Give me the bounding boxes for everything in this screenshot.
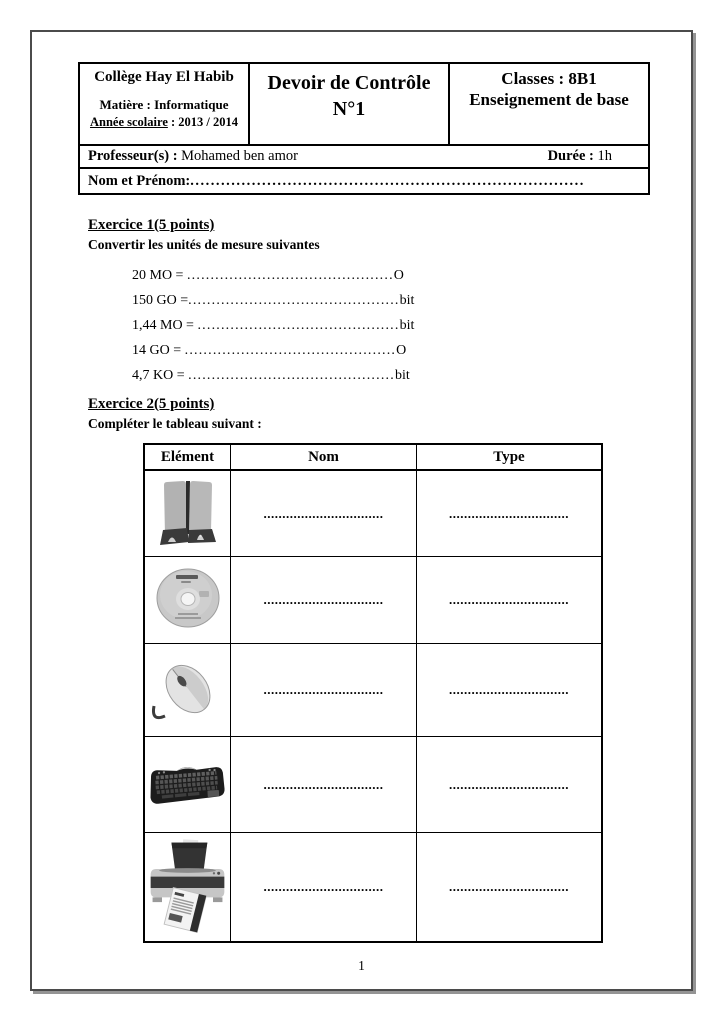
nom-answer-cell [231, 737, 417, 832]
conversion-dotted-line: ............................................. [184, 343, 397, 358]
cd-image [151, 565, 225, 635]
school-info-cell [80, 64, 250, 144]
table-row [145, 557, 601, 644]
school-year-label: Année scolaire [89, 115, 168, 129]
exercise2-instruction: Compléter le tableau suivant : [88, 416, 262, 431]
table-row [145, 833, 601, 941]
conversion-dotted-line: ............................................ [188, 368, 395, 383]
mouse-image [149, 652, 227, 728]
printer-image [145, 836, 230, 938]
professor-line [88, 148, 298, 165]
conversion-dotted-line: ........................................... [197, 318, 400, 333]
exam-sheet-page [30, 30, 693, 991]
duration-line [548, 148, 612, 165]
type-answer-cell [417, 833, 601, 941]
element-cell [145, 471, 231, 556]
professor-label: Professeur(s) : [88, 148, 178, 164]
exercise1-title: Exercice 1(5 points) [88, 217, 215, 233]
conversion-line [132, 288, 414, 313]
type-dotted-line: ................................ [449, 879, 569, 894]
column-header-type: Type [493, 448, 525, 465]
type-dotted-line: ................................ [449, 682, 569, 697]
table-row [145, 644, 601, 737]
classes-cell: Classes : 8B1 Enseignement de base [469, 69, 629, 110]
type-dotted-line: ................................ [449, 592, 569, 607]
nom-dotted-line: ................................ [263, 682, 384, 697]
conversion-given: 4,7 KO = [132, 368, 189, 383]
type-answer-cell [417, 557, 601, 643]
table-row [145, 737, 601, 833]
school-year-value: : 2013 / 2014 [167, 115, 239, 129]
element-cell [145, 833, 231, 941]
nom-answer-cell [231, 471, 417, 556]
duration-label: Durée : [547, 148, 594, 164]
type-dotted-line: ................................ [449, 776, 569, 792]
header-row-main [80, 64, 648, 144]
conversion-unit: bit [399, 293, 415, 308]
speakers-image [156, 476, 220, 552]
column-header-nom: Nom [231, 445, 417, 469]
nom-answer-cell [231, 833, 417, 941]
student-name-dotted-line: ............................................................................. [190, 172, 585, 189]
conversion-line [132, 313, 414, 338]
exam-title-cell [250, 64, 450, 144]
school-year-line [80, 115, 248, 130]
table-row [145, 471, 601, 557]
nom-answer-cell [231, 557, 417, 643]
conversion-line [132, 363, 414, 388]
header-row-name [80, 167, 648, 193]
element-cell [145, 737, 231, 832]
type-dotted-line: ................................ [449, 505, 569, 521]
nom-answer-cell [231, 644, 417, 736]
conversion-unit: bit [399, 318, 415, 333]
exercise2-title: Exercice 2(5 points) [88, 396, 215, 412]
exam-title-line2: N°1 [332, 98, 366, 120]
keyboard-image [145, 752, 230, 818]
conversion-unit: O [396, 343, 407, 358]
page-number: 1 [358, 958, 365, 973]
type-answer-cell [417, 737, 601, 832]
element-cell [145, 557, 231, 643]
conversion-dotted-line: ............................................. [188, 293, 400, 308]
devices-table [143, 443, 603, 943]
nom-dotted-line: ................................ [263, 592, 384, 607]
table-header-row [145, 445, 601, 471]
exercise1-instruction: Convertir les unités de mesure suivantes [88, 237, 320, 252]
school-name: Collège Hay El Habib [94, 69, 234, 85]
header-row-professor [80, 144, 648, 167]
nom-dotted-line: ................................ [263, 776, 384, 792]
column-header-element: Elément [145, 445, 231, 469]
conversion-unit: bit [394, 368, 410, 383]
exam-title-line1: Devoir de Contrôle [267, 72, 431, 94]
conversion-dotted-line: ............................................ [186, 268, 394, 283]
nom-dotted-line: ................................ [263, 505, 384, 521]
nom-dotted-line: ................................ [263, 879, 384, 894]
subject-line: Matière : Informatique [99, 97, 229, 112]
conversion-given: 20 MO = [132, 268, 187, 283]
conversion-line [132, 338, 414, 363]
type-answer-cell [417, 644, 601, 736]
type-answer-cell [417, 471, 601, 556]
conversion-list [132, 263, 414, 388]
professor-name: Mohamed ben amor [177, 148, 298, 164]
student-name-label: Nom et Prénom: [88, 172, 191, 189]
duration-value: 1h [593, 148, 612, 164]
header-table [78, 62, 650, 195]
conversion-line [132, 263, 414, 288]
conversion-given: 150 GO = [132, 293, 189, 308]
conversion-given: 14 GO = [132, 343, 185, 358]
conversion-given: 1,44 MO = [132, 318, 198, 333]
element-cell [145, 644, 231, 736]
conversion-unit: O [393, 268, 404, 283]
